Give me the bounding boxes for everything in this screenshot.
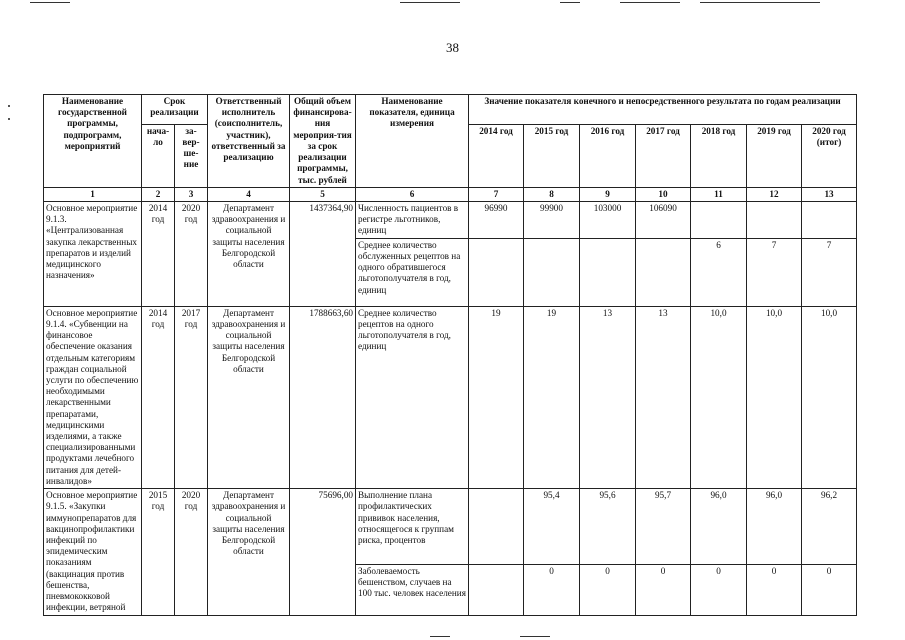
scan-mark [700,2,820,3]
value-cell: 13 [636,306,691,489]
value-cell [469,238,524,306]
col-number: 3 [175,187,208,201]
col-number: 10 [636,187,691,201]
value-cell: 10,0 [747,306,802,489]
value-cell: 96,2 [802,489,857,564]
header-indicator: Наименование показателя, единица измерения [356,95,469,188]
start-year: 2015 год [142,489,175,615]
indicator-name: Среднее количество обслуженных рецептов на одного обратившегося льготополучателя в год, единиц [356,238,469,306]
header-year: 2016 год [580,124,636,187]
end-year: 2020 год [175,489,208,615]
col-number: 4 [208,187,290,201]
value-cell [802,201,857,238]
indicator-name: Заболеваемость бешенством, случаев на 100 тыс. человек населения [356,564,469,615]
indicator-name: Численность пациентов в регистре льготников, единиц [356,201,469,238]
indicator-name: Выполнение плана профилактических прививок населения, относящегося к группам риска, процентов [356,489,469,564]
end-year: 2020 год [175,201,208,306]
header-year: 2014 год [469,124,524,187]
scan-mark [520,636,550,637]
start-year: 2014 год [142,201,175,306]
scan-mark [560,2,580,3]
indicator-name: Среднее количество рецептов на одного льготополучателя в год, единиц [356,306,469,489]
value-cell: 95,4 [524,489,580,564]
start-year: 2014 год [142,306,175,489]
value-cell: 0 [580,564,636,615]
col-number: 9 [580,187,636,201]
value-cell: 95,7 [636,489,691,564]
scan-mark [400,2,460,3]
col-number: 1 [44,187,142,201]
value-cell: 96,0 [691,489,747,564]
value-cell: 99900 [524,201,580,238]
executor: Департамент здравоохранения и социальной защиты населения Белгородской области [208,201,290,306]
col-number: 11 [691,187,747,201]
scan-mark [8,105,10,107]
col-number: 13 [802,187,857,201]
value-cell [580,238,636,306]
value-cell: 96990 [469,201,524,238]
col-number: 2 [142,187,175,201]
header-term: Срок реализации [142,95,208,125]
value-cell: 6 [691,238,747,306]
header-year: 2015 год [524,124,580,187]
value-cell [636,238,691,306]
measure-name: Основное мероприятие 9.1.4. «Субвенции на финансовое обеспечение оказания отдельным категориям граждан социальной услуги по обеспечению необходимыми лекарственными препаратами, медицинскими изделиями, а также специализированными продуктами лечебного питания для детей-инвалидов» [44,306,142,489]
value-cell: 19 [469,306,524,489]
value-cell: 0 [524,564,580,615]
header-year: 2020 год (итог) [802,124,857,187]
table-row [44,201,857,238]
value-cell: 10,0 [691,306,747,489]
value-cell [469,489,524,564]
value-cell [469,564,524,615]
value-cell: 0 [636,564,691,615]
measure-name: Основное мероприятие 9.1.3. «Централизованная закупка лекарственных препаратов и изделий медицинского назначения» [44,201,142,306]
page-number: 38 [446,40,459,55]
measure-name: Основное мероприятие 9.1.5. «Закупки иммунопрепаратов для вакцинопрофилактики инфекций по эпидемическим показаниям (вакцинация против бешенства, пневмококковой инфекции, ветряной [44,489,142,615]
table-row [44,306,857,489]
header-end: за-вер-ше-ние [175,124,208,187]
col-number: 8 [524,187,580,201]
executor: Департамент здравоохранения и социальной защиты населения Белгородской области [208,306,290,489]
value-cell: 7 [802,238,857,306]
value-cell: 96,0 [747,489,802,564]
value-cell: 103000 [580,201,636,238]
end-year: 2017 год [175,306,208,489]
value-cell: 13 [580,306,636,489]
col-number: 7 [469,187,524,201]
value-cell: 10,0 [802,306,857,489]
col-number: 6 [356,187,469,201]
value-cell: 0 [747,564,802,615]
header-year: 2018 год [691,124,747,187]
value-cell: 0 [802,564,857,615]
header-year: 2017 год [636,124,691,187]
value-cell: 95,6 [580,489,636,564]
header-volume: Общий объем финансирова-ния мероприя-тия за срок реализации программы, тыс. рублей [290,95,356,188]
funding-volume: 75696,00 [290,489,356,615]
scan-mark [620,2,680,3]
program-table [43,94,857,616]
table-row [44,489,857,564]
header-values: Значение показателя конечного и непосредственного результата по годам реализации [469,95,857,125]
value-cell: 106090 [636,201,691,238]
value-cell [747,201,802,238]
value-cell: 7 [747,238,802,306]
header-name: Наименование государственной программы, подпрограмм, мероприятий [44,95,142,188]
header-executor: Ответственный исполнитель (соисполнитель, участник), ответственный за реализацию [208,95,290,188]
scan-mark [430,636,450,637]
value-cell [691,201,747,238]
col-number: 12 [747,187,802,201]
executor: Департамент здравоохранения и социальной защиты населения Белгородской области [208,489,290,615]
value-cell: 0 [691,564,747,615]
funding-volume: 1437364,90 [290,201,356,306]
scan-mark [30,2,70,3]
value-cell [524,238,580,306]
header-start: нача-ло [142,124,175,187]
value-cell: 19 [524,306,580,489]
scan-mark [8,118,10,120]
col-number: 5 [290,187,356,201]
funding-volume: 1788663,60 [290,306,356,489]
header-year: 2019 год [747,124,802,187]
